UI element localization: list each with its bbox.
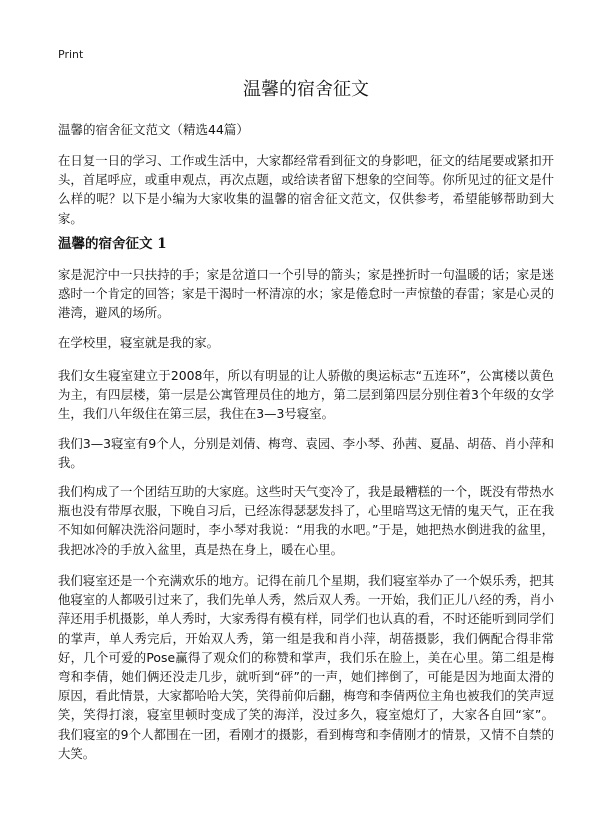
print-label[interactable]: Print xyxy=(58,48,84,61)
paragraph-dorm-home: 在学校里，寝室就是我的家。 xyxy=(58,335,220,350)
paragraph-dorm-building: 我们女生寝室建立于2008年，所以有明显的让人骄傲的奥运标志“五连环”，公寓楼以黄色为主，有四层楼，第一层是公寓管理员住的地方，第二层到第四层分别住着3个年级的女学生，我们八年级住在第三层，我住在3—3号寝室。 xyxy=(58,368,554,422)
document-title: 温馨的宿舍征文 xyxy=(243,79,369,100)
paragraph-mutual-help: 我们构成了一个团结互助的大家庭。这些时天气变冷了，我是最糟糕的一个，既没有带热水瓶也没有带厚衣服，下晚自习后，已经冻得瑟瑟发抖了，心里暗骂这无情的鬼天气，正在我不知如何解决洗浴问题时，李小琴对我说：“用我的水吧。”于是，她把热水倒进我的盆里，我把冰冷的手放入盆里，真是热在身上，暖在心里。 xyxy=(58,484,554,557)
document-page xyxy=(58,0,554,828)
document-subtitle: 温馨的宿舍征文范文（精选44篇） xyxy=(58,122,249,137)
paragraph-joyful-show: 我们寝室还是一个充满欢乐的地方。记得在前几个星期，我们寝室举办了一个娱乐秀，把其他寝室的人都吸引过来了，我们先单人秀，然后双人秀。一开始，我们正儿八经的秀，肖小萍还用手机摄影，单人秀时，大家秀得有模有样，同学们也认真的看，不时还能听到同学们的掌声，单人秀完后，开始双人秀，第一组是我和肖小萍，胡蓓摄影，我们俩配合得非常好，几个可爱的Pose赢得了观众们的称赞和掌声，我们乐在脸上，美在心里。第二组是梅弯和李倩，她们俩还没走几步，就听到“砰”的一声，她们摔倒了，可能是因为地面太滑的原因，看此情景，大家都哈哈大笑，笑得前仰后翻，梅弯和李倩两位主角也被我们的笑声逗笑，笑得打滚，寝室里顿时变成了笑的海洋，没过多久，寝室熄灯了，大家各自回“家”。我们寝室的9个人都围在一团，看刚才的摄影，看到梅弯和李倩刚才的情景，又情不自禁的大笑。 xyxy=(58,573,554,761)
paragraph-home: 家是泥泞中一只扶持的手；家是岔道口一个引导的箭头；家是挫折时一句温暖的话；家是迷惑时一个肯定的回答；家是干渴时一杯清凉的水；家是倦怠时一声惊蛰的春雷；家是心灵的港湾，避风的场所。 xyxy=(58,267,554,321)
section-heading: 温馨的宿舍征文 1 xyxy=(58,236,167,252)
paragraph-roommates: 我们3—3寝室有9个人，分别是刘倩、梅弯、袁园、李小琴、孙茜、夏晶、胡蓓、肖小萍和我。 xyxy=(58,436,554,471)
intro-paragraph: 在日复一日的学习、工作或生活中，大家都经常看到征文的身影吧，征文的结尾要或紧扣开头，首尾呼应，或重申观点，再次点题，或给读者留下想象的空间等。你所见过的征文是什么样的呢？以下是小编为大家收集的温馨的宿舍征文范文，仅供参考，希望能够帮助到大家。 xyxy=(58,153,554,226)
